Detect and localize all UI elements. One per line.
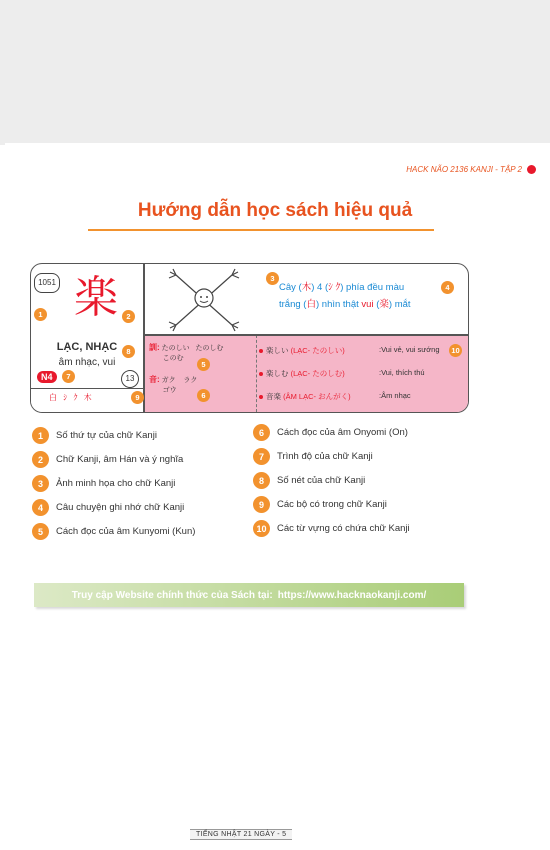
running-header	[406, 165, 536, 174]
legend-item: 6 Cách đọc của âm Onyomi (On)	[253, 424, 408, 441]
vocab-item: 音楽 (ÂM LẠC- おんがく) :Âm nhạc	[259, 391, 466, 402]
website-banner	[34, 583, 464, 607]
page-footer: TIẾNG NHẬT 21 NGÀY - 5	[190, 829, 292, 840]
story-line-1: Cây (木) 4 (ｼ ｸ) phía đều màu	[279, 282, 405, 293]
vocab-item: 楽しむ (LẠC- たのしむ) :Vui, thích thú	[259, 368, 466, 379]
kanji-character: 楽	[74, 272, 118, 323]
legend-item: 10 Các từ vựng có chứa chữ Kanji	[253, 520, 410, 537]
marker-10: 10	[449, 344, 462, 357]
jlpt-level-badge: N4	[37, 371, 57, 383]
legend-item: 2 Chữ Kanji, âm Hán và ý nghĩa	[32, 451, 183, 468]
legend-item: 1 Số thứ tự của chữ Kanji	[32, 427, 157, 444]
story-line-2: trắng (白) nhìn thật vui (楽) mắt	[279, 299, 411, 310]
readings-divider	[256, 335, 258, 412]
onyomi-readings: 音: ガク ラク ゴウ	[149, 375, 198, 394]
marker-7: 7	[62, 370, 75, 383]
kanji-hanviet: LẠC, NHẠC	[56, 341, 118, 353]
legend-item: 7 Trình độ của chữ Kanji	[253, 448, 373, 465]
marker-1: 1	[34, 308, 47, 321]
scan-top-margin	[0, 0, 550, 145]
stroke-count: 13	[121, 370, 139, 388]
kunyomi-readings: 訓: たのしい たのしむ このむ	[149, 343, 224, 362]
header-dot-icon	[527, 165, 536, 174]
mnemonic-story	[279, 279, 459, 313]
card-horizontal-divider	[143, 334, 468, 336]
kanji-order-number: 1051	[34, 273, 60, 293]
kanji-radicals: 白 ｼ ｸ 木	[49, 393, 94, 402]
mnemonic-illustration	[164, 267, 244, 333]
marker-5: 5	[197, 358, 210, 371]
marker-3: 3	[266, 272, 279, 285]
title-underline	[88, 229, 434, 231]
marker-4: 4	[441, 281, 454, 294]
card-vertical-divider	[143, 264, 145, 412]
legend-item: 4 Câu chuyện ghi nhớ chữ Kanji	[32, 499, 184, 516]
page-title: Hướng dẫn học sách hiệu quả	[137, 200, 413, 221]
running-title: HACK NÃO 2136 KANJI - TẬP 2	[406, 165, 522, 174]
marker-8: 8	[122, 345, 135, 358]
kanji-meaning: âm nhạc, vui	[58, 357, 116, 368]
marker-6: 6	[197, 389, 210, 402]
legend-item: 8 Số nét của chữ Kanji	[253, 472, 365, 489]
vocab-item: 楽しい (LẠC- たのしい) :Vui vẻ, vui sướng	[259, 345, 466, 356]
legend-item: 9 Các bộ có trong chữ Kanji	[253, 496, 387, 513]
marker-2: 2	[122, 310, 135, 323]
marker-9: 9	[131, 391, 144, 404]
legend-item: 3 Ảnh minh họa cho chữ Kanji	[32, 475, 175, 492]
legend-item: 5 Cách đọc của âm Kunyomi (Kun)	[32, 523, 195, 540]
banner-label: Truy cập Website chính thức của Sách tại:	[71, 589, 273, 601]
website-link[interactable]: https://www.hacknaokanji.com/	[277, 589, 427, 601]
kanji-sample-card	[30, 263, 469, 413]
